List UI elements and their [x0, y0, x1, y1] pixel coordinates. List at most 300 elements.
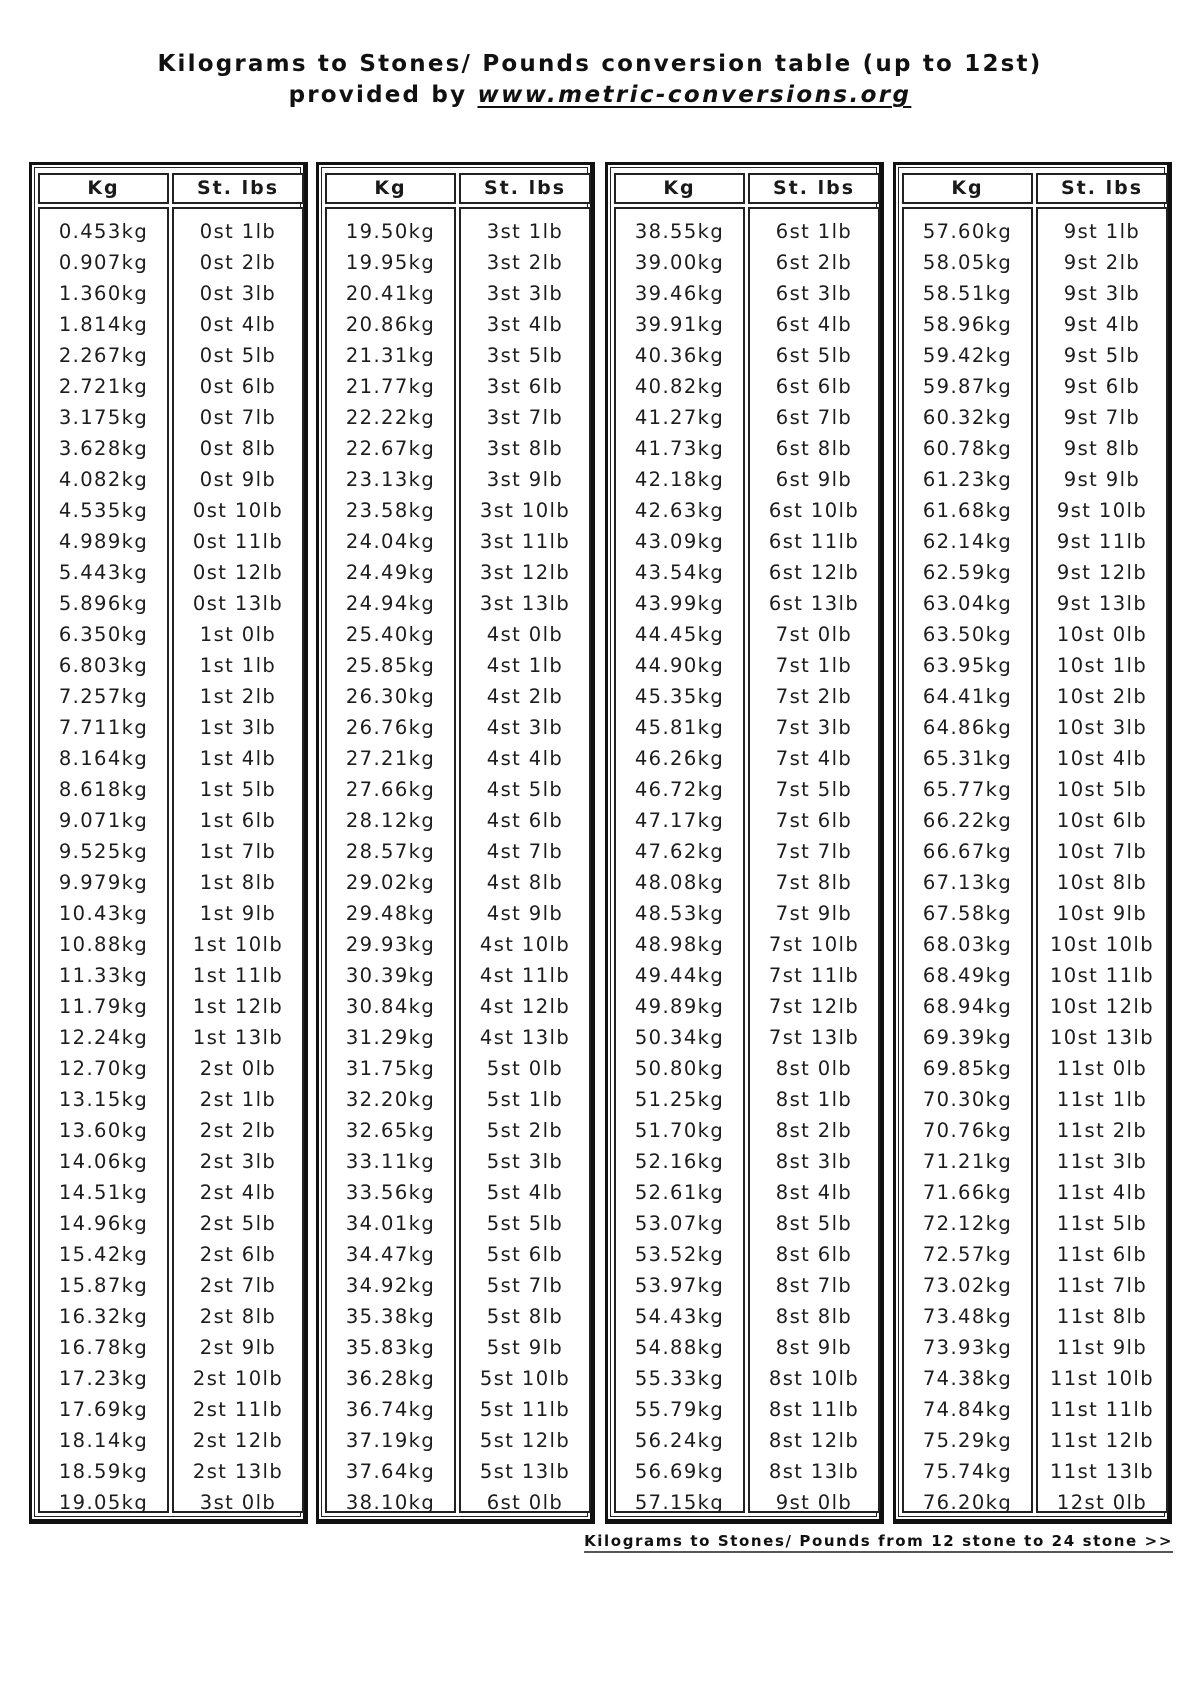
kg-value: 56.24kg: [634, 1429, 725, 1452]
kg-value: 14.51kg: [58, 1181, 149, 1204]
kg-value: 60.78kg: [922, 437, 1013, 460]
kg-value: 52.61kg: [634, 1181, 725, 1204]
st-lbs-value: 7st 9lb: [775, 902, 853, 925]
st-lbs-value: 8st 2lb: [775, 1119, 853, 1142]
st-lbs-value: 2st 12lb: [192, 1429, 284, 1452]
provided-by-label: provided by: [288, 82, 478, 108]
kg-value: 76.20kg: [922, 1491, 1013, 1514]
st-lbs-value: 7st 3lb: [775, 716, 853, 739]
st-lbs-value: 9st 7lb: [1063, 406, 1141, 429]
st-lbs-value: 0st 7lb: [199, 406, 277, 429]
kg-value: 69.85kg: [922, 1057, 1013, 1080]
table-group-frame: [321, 167, 588, 1517]
kg-value: 1.814kg: [58, 313, 149, 336]
st-lbs-value: 7st 7lb: [775, 840, 853, 863]
st-lbs-value: 3st 9lb: [486, 468, 564, 491]
kg-value: 9.071kg: [58, 809, 149, 832]
kg-value: 58.51kg: [922, 282, 1013, 305]
st-lbs-value: 11st 9lb: [1056, 1336, 1148, 1359]
st-lbs-value: 6st 9lb: [775, 468, 853, 491]
st-lbs-value: 0st 13lb: [192, 592, 284, 615]
st-lbs-value: 7st 1lb: [775, 654, 853, 677]
st-lbs-value: 6st 7lb: [775, 406, 853, 429]
kg-value: 5.896kg: [58, 592, 149, 615]
kg-value: 20.41kg: [345, 282, 436, 305]
st-lbs-value: 5st 5lb: [486, 1212, 564, 1235]
kg-value: 29.48kg: [345, 902, 436, 925]
kg-value: 53.07kg: [634, 1212, 725, 1235]
st-lbs-value: 1st 4lb: [199, 747, 277, 770]
st-lbs-value: 9st 0lb: [775, 1491, 853, 1514]
kg-column-header: Kg: [902, 173, 1033, 204]
st-lbs-value: 3st 4lb: [486, 313, 564, 336]
kg-value: 34.92kg: [345, 1274, 436, 1297]
st-lbs-column: [748, 207, 880, 1513]
next-table-link[interactable]: Kilograms to Stones/ Pounds from 12 stone to 24 stone >>: [584, 1532, 1173, 1550]
st-lbs-value: 4st 9lb: [486, 902, 564, 925]
st-lbs-value: 3st 10lb: [479, 499, 571, 522]
st-lbs-value: 11st 5lb: [1056, 1212, 1148, 1235]
st-lbs-value: 11st 6lb: [1056, 1243, 1148, 1266]
kg-value: 14.06kg: [58, 1150, 149, 1173]
kg-value: 21.31kg: [345, 344, 436, 367]
st-lbs-value: 10st 11lb: [1049, 964, 1155, 987]
kg-value: 43.54kg: [634, 561, 725, 584]
st-lbs-value: 8st 6lb: [775, 1243, 853, 1266]
kg-value: 53.97kg: [634, 1274, 725, 1297]
kg-value: 10.88kg: [58, 933, 149, 956]
kg-value: 61.68kg: [922, 499, 1013, 522]
kg-value: 58.96kg: [922, 313, 1013, 336]
kg-value: 47.62kg: [634, 840, 725, 863]
kg-value: 51.70kg: [634, 1119, 725, 1142]
st-lbs-value: 1st 5lb: [199, 778, 277, 801]
st-lbs-value: 10st 9lb: [1056, 902, 1148, 925]
st-lbs-value: 3st 7lb: [486, 406, 564, 429]
kg-value: 26.30kg: [345, 685, 436, 708]
kg-value: 0.453kg: [58, 220, 149, 243]
st-lbs-value: 9st 11lb: [1056, 530, 1148, 553]
table-group-2: [316, 162, 595, 1524]
st-lbs-value: 8st 13lb: [768, 1460, 860, 1483]
st-lbs-value: 5st 0lb: [486, 1057, 564, 1080]
st-lbs-value: 5st 1lb: [486, 1088, 564, 1111]
st-lbs-value: 6st 13lb: [768, 592, 860, 615]
kg-value: 72.57kg: [922, 1243, 1013, 1266]
kg-value: 69.39kg: [922, 1026, 1013, 1049]
st-lbs-value: 0st 11lb: [192, 530, 284, 553]
kg-value: 68.94kg: [922, 995, 1013, 1018]
st-lbs-column: [1036, 207, 1168, 1513]
kg-value: 64.41kg: [922, 685, 1013, 708]
st-lbs-value: 2st 4lb: [199, 1181, 277, 1204]
kg-value: 11.79kg: [58, 995, 149, 1018]
kg-value: 14.96kg: [58, 1212, 149, 1235]
kg-value: 38.10kg: [345, 1491, 436, 1514]
st-lbs-value: 10st 7lb: [1056, 840, 1148, 863]
kg-value: 50.34kg: [634, 1026, 725, 1049]
kg-value: 41.73kg: [634, 437, 725, 460]
st-lbs-value: 9st 13lb: [1056, 592, 1148, 615]
st-lbs-column-header: St. lbs: [1036, 173, 1168, 204]
kg-value: 5.443kg: [58, 561, 149, 584]
kg-value: 28.57kg: [345, 840, 436, 863]
st-lbs-value: 2st 1lb: [199, 1088, 277, 1111]
kg-value: 30.39kg: [345, 964, 436, 987]
kg-value: 75.74kg: [922, 1460, 1013, 1483]
kg-value: 29.02kg: [345, 871, 436, 894]
st-lbs-value: 3st 0lb: [199, 1491, 277, 1514]
kg-value: 7.711kg: [58, 716, 149, 739]
kg-value: 27.66kg: [345, 778, 436, 801]
st-lbs-value: 10st 12lb: [1049, 995, 1155, 1018]
kg-value: 67.58kg: [922, 902, 1013, 925]
st-lbs-value: 9st 6lb: [1063, 375, 1141, 398]
st-lbs-value: 1st 13lb: [192, 1026, 284, 1049]
kg-value: 71.21kg: [922, 1150, 1013, 1173]
st-lbs-value: 0st 2lb: [199, 251, 277, 274]
kg-value: 67.13kg: [922, 871, 1013, 894]
kg-value: 63.95kg: [922, 654, 1013, 677]
kg-value: 70.76kg: [922, 1119, 1013, 1142]
st-lbs-value: 1st 1lb: [199, 654, 277, 677]
kg-value: 62.14kg: [922, 530, 1013, 553]
kg-value: 24.04kg: [345, 530, 436, 553]
st-lbs-value: 10st 0lb: [1056, 623, 1148, 646]
st-lbs-value: 9st 5lb: [1063, 344, 1141, 367]
st-lbs-value: 12st 0lb: [1056, 1491, 1148, 1514]
st-lbs-value: 7st 4lb: [775, 747, 853, 770]
kg-value: 6.803kg: [58, 654, 149, 677]
st-lbs-value: 11st 1lb: [1056, 1088, 1148, 1111]
st-lbs-value: 10st 1lb: [1056, 654, 1148, 677]
st-lbs-value: 6st 11lb: [768, 530, 860, 553]
st-lbs-value: 11st 13lb: [1049, 1460, 1155, 1483]
table-group-3: [605, 162, 884, 1524]
kg-value: 9.979kg: [58, 871, 149, 894]
st-lbs-value: 3st 5lb: [486, 344, 564, 367]
st-lbs-value: 1st 11lb: [192, 964, 284, 987]
kg-value: 50.80kg: [634, 1057, 725, 1080]
kg-value: 68.03kg: [922, 933, 1013, 956]
st-lbs-value: 11st 7lb: [1056, 1274, 1148, 1297]
st-lbs-value: 5st 10lb: [479, 1367, 571, 1390]
st-lbs-value: 11st 2lb: [1056, 1119, 1148, 1142]
kg-value: 22.22kg: [345, 406, 436, 429]
st-lbs-column-header: St. lbs: [459, 173, 591, 204]
kg-value: 2.721kg: [58, 375, 149, 398]
kg-value: 34.47kg: [345, 1243, 436, 1266]
kg-value: 4.535kg: [58, 499, 149, 522]
st-lbs-value: 7st 10lb: [768, 933, 860, 956]
kg-value: 24.49kg: [345, 561, 436, 584]
table-group-frame: [34, 167, 301, 1517]
st-lbs-value: 11st 0lb: [1056, 1057, 1148, 1080]
st-lbs-value: 6st 3lb: [775, 282, 853, 305]
kg-value: 53.52kg: [634, 1243, 725, 1266]
kg-value: 51.25kg: [634, 1088, 725, 1111]
kg-value: 12.24kg: [58, 1026, 149, 1049]
st-lbs-value: 10st 8lb: [1056, 871, 1148, 894]
kg-value: 57.60kg: [922, 220, 1013, 243]
st-lbs-value: 3st 13lb: [479, 592, 571, 615]
st-lbs-value: 6st 5lb: [775, 344, 853, 367]
st-lbs-value: 8st 11lb: [768, 1398, 860, 1421]
st-lbs-value: 3st 11lb: [479, 530, 571, 553]
st-lbs-value: 4st 5lb: [486, 778, 564, 801]
kg-value: 65.31kg: [922, 747, 1013, 770]
kg-value: 16.32kg: [58, 1305, 149, 1328]
kg-value: 42.18kg: [634, 468, 725, 491]
st-lbs-value: 3st 1lb: [486, 220, 564, 243]
kg-value: 47.17kg: [634, 809, 725, 832]
st-lbs-value: 4st 8lb: [486, 871, 564, 894]
st-lbs-value: 8st 7lb: [775, 1274, 853, 1297]
st-lbs-value: 2st 13lb: [192, 1460, 284, 1483]
kg-value: 70.30kg: [922, 1088, 1013, 1111]
kg-value: 66.22kg: [922, 809, 1013, 832]
kg-value: 52.16kg: [634, 1150, 725, 1173]
kg-value: 74.38kg: [922, 1367, 1013, 1390]
kg-value: 32.20kg: [345, 1088, 436, 1111]
kg-value: 25.85kg: [345, 654, 436, 677]
st-lbs-value: 2st 6lb: [199, 1243, 277, 1266]
kg-value: 38.55kg: [634, 220, 725, 243]
kg-value: 6.350kg: [58, 623, 149, 646]
st-lbs-value: 8st 9lb: [775, 1336, 853, 1359]
kg-value: 64.86kg: [922, 716, 1013, 739]
st-lbs-value: 1st 7lb: [199, 840, 277, 863]
st-lbs-value: 7st 0lb: [775, 623, 853, 646]
st-lbs-value: 5st 12lb: [479, 1429, 571, 1452]
kg-value: 59.42kg: [922, 344, 1013, 367]
kg-value: 36.28kg: [345, 1367, 436, 1390]
st-lbs-value: 9st 4lb: [1063, 313, 1141, 336]
kg-value: 42.63kg: [634, 499, 725, 522]
kg-value: 33.11kg: [345, 1150, 436, 1173]
st-lbs-value: 6st 0lb: [486, 1491, 564, 1514]
kg-value: 19.95kg: [345, 251, 436, 274]
st-lbs-value: 5st 8lb: [486, 1305, 564, 1328]
kg-value: 40.82kg: [634, 375, 725, 398]
kg-value: 4.989kg: [58, 530, 149, 553]
table-group-frame: [610, 167, 877, 1517]
st-lbs-value: 0st 12lb: [192, 561, 284, 584]
st-lbs-value: 0st 3lb: [199, 282, 277, 305]
kg-value: 60.32kg: [922, 406, 1013, 429]
st-lbs-value: 0st 10lb: [192, 499, 284, 522]
kg-value: 19.05kg: [58, 1491, 149, 1514]
kg-value: 62.59kg: [922, 561, 1013, 584]
kg-value: 40.36kg: [634, 344, 725, 367]
kg-value: 66.67kg: [922, 840, 1013, 863]
st-lbs-value: 4st 12lb: [479, 995, 571, 1018]
st-lbs-value: 7st 13lb: [768, 1026, 860, 1049]
kg-value: 43.99kg: [634, 592, 725, 615]
st-lbs-value: 5st 11lb: [479, 1398, 571, 1421]
st-lbs-value: 5st 7lb: [486, 1274, 564, 1297]
st-lbs-value: 4st 4lb: [486, 747, 564, 770]
kg-value: 36.74kg: [345, 1398, 436, 1421]
kg-value: 65.77kg: [922, 778, 1013, 801]
kg-value: 54.88kg: [634, 1336, 725, 1359]
st-lbs-value: 9st 8lb: [1063, 437, 1141, 460]
kg-value: 39.46kg: [634, 282, 725, 305]
st-lbs-value: 10st 10lb: [1049, 933, 1155, 956]
st-lbs-value: 10st 13lb: [1049, 1026, 1155, 1049]
st-lbs-value: 11st 4lb: [1056, 1181, 1148, 1204]
kg-value: 32.65kg: [345, 1119, 436, 1142]
st-lbs-value: 8st 0lb: [775, 1057, 853, 1080]
st-lbs-value: 1st 10lb: [192, 933, 284, 956]
kg-column-header: Kg: [614, 173, 745, 204]
st-lbs-value: 7st 12lb: [768, 995, 860, 1018]
st-lbs-value: 11st 11lb: [1049, 1398, 1155, 1421]
st-lbs-value: 5st 2lb: [486, 1119, 564, 1142]
kg-value: 18.14kg: [58, 1429, 149, 1452]
st-lbs-value: 4st 13lb: [479, 1026, 571, 1049]
table-group-frame: [898, 167, 1165, 1517]
st-lbs-value: 6st 10lb: [768, 499, 860, 522]
st-lbs-value: 8st 1lb: [775, 1088, 853, 1111]
kg-value: 0.907kg: [58, 251, 149, 274]
st-lbs-value: 7st 6lb: [775, 809, 853, 832]
st-lbs-value: 8st 5lb: [775, 1212, 853, 1235]
st-lbs-value: 10st 6lb: [1056, 809, 1148, 832]
st-lbs-value: 5st 3lb: [486, 1150, 564, 1173]
kg-value: 10.43kg: [58, 902, 149, 925]
st-lbs-value: 6st 1lb: [775, 220, 853, 243]
kg-value: 17.23kg: [58, 1367, 149, 1390]
kg-value: 31.29kg: [345, 1026, 436, 1049]
kg-value: 15.42kg: [58, 1243, 149, 1266]
kg-value: 46.72kg: [634, 778, 725, 801]
kg-value: 49.89kg: [634, 995, 725, 1018]
kg-value: 31.75kg: [345, 1057, 436, 1080]
st-lbs-value: 10st 5lb: [1056, 778, 1148, 801]
kg-value: 56.69kg: [634, 1460, 725, 1483]
st-lbs-value: 6st 8lb: [775, 437, 853, 460]
st-lbs-value: 8st 12lb: [768, 1429, 860, 1452]
st-lbs-column-header: St. lbs: [748, 173, 880, 204]
st-lbs-value: 4st 2lb: [486, 685, 564, 708]
kg-value: 2.267kg: [58, 344, 149, 367]
st-lbs-value: 5st 6lb: [486, 1243, 564, 1266]
kg-value: 54.43kg: [634, 1305, 725, 1328]
st-lbs-value: 6st 12lb: [768, 561, 860, 584]
kg-value: 73.48kg: [922, 1305, 1013, 1328]
kg-value: 48.98kg: [634, 933, 725, 956]
st-lbs-value: 0st 1lb: [199, 220, 277, 243]
st-lbs-value: 1st 0lb: [199, 623, 277, 646]
st-lbs-value: 5st 4lb: [486, 1181, 564, 1204]
st-lbs-value: 11st 8lb: [1056, 1305, 1148, 1328]
st-lbs-value: 8st 10lb: [768, 1367, 860, 1390]
kg-value: 37.19kg: [345, 1429, 436, 1452]
kg-value: 17.69kg: [58, 1398, 149, 1421]
st-lbs-value: 6st 4lb: [775, 313, 853, 336]
kg-value: 35.38kg: [345, 1305, 436, 1328]
st-lbs-value: 4st 11lb: [479, 964, 571, 987]
st-lbs-value: 2st 2lb: [199, 1119, 277, 1142]
st-lbs-value: 1st 12lb: [192, 995, 284, 1018]
kg-value: 48.53kg: [634, 902, 725, 925]
st-lbs-value: 9st 12lb: [1056, 561, 1148, 584]
kg-value: 39.91kg: [634, 313, 725, 336]
kg-value: 63.50kg: [922, 623, 1013, 646]
kg-value: 46.26kg: [634, 747, 725, 770]
st-lbs-value: 9st 3lb: [1063, 282, 1141, 305]
st-lbs-value: 2st 11lb: [192, 1398, 284, 1421]
kg-value: 72.12kg: [922, 1212, 1013, 1235]
table-group-4: [893, 162, 1172, 1524]
kg-value: 27.21kg: [345, 747, 436, 770]
kg-column: [38, 207, 169, 1513]
kg-value: 55.79kg: [634, 1398, 725, 1421]
st-lbs-value: 4st 6lb: [486, 809, 564, 832]
st-lbs-value: 10st 4lb: [1056, 747, 1148, 770]
kg-value: 24.94kg: [345, 592, 436, 615]
page-subtitle: [0, 82, 1200, 108]
kg-column: [614, 207, 745, 1513]
kg-value: 45.35kg: [634, 685, 725, 708]
kg-value: 57.15kg: [634, 1491, 725, 1514]
kg-value: 20.86kg: [345, 313, 436, 336]
st-lbs-value: 4st 1lb: [486, 654, 564, 677]
st-lbs-column: [459, 207, 591, 1513]
st-lbs-value: 7st 8lb: [775, 871, 853, 894]
kg-column-header: Kg: [38, 173, 169, 204]
kg-value: 61.23kg: [922, 468, 1013, 491]
kg-value: 13.15kg: [58, 1088, 149, 1111]
kg-value: 11.33kg: [58, 964, 149, 987]
st-lbs-value: 2st 8lb: [199, 1305, 277, 1328]
st-lbs-value: 0st 4lb: [199, 313, 277, 336]
kg-value: 49.44kg: [634, 964, 725, 987]
kg-value: 41.27kg: [634, 406, 725, 429]
st-lbs-value: 9st 2lb: [1063, 251, 1141, 274]
kg-value: 30.84kg: [345, 995, 436, 1018]
st-lbs-value: 8st 4lb: [775, 1181, 853, 1204]
kg-value: 58.05kg: [922, 251, 1013, 274]
st-lbs-value: 0st 9lb: [199, 468, 277, 491]
kg-value: 35.83kg: [345, 1336, 436, 1359]
st-lbs-value: 3st 8lb: [486, 437, 564, 460]
kg-value: 18.59kg: [58, 1460, 149, 1483]
st-lbs-value: 7st 5lb: [775, 778, 853, 801]
site-link[interactable]: www.metric-conversions.org: [477, 82, 912, 108]
kg-value: 12.70kg: [58, 1057, 149, 1080]
kg-value: 33.56kg: [345, 1181, 436, 1204]
st-lbs-value: 1st 2lb: [199, 685, 277, 708]
kg-value: 3.175kg: [58, 406, 149, 429]
kg-value: 37.64kg: [345, 1460, 436, 1483]
st-lbs-value: 3st 12lb: [479, 561, 571, 584]
st-lbs-value: 7st 11lb: [768, 964, 860, 987]
st-lbs-value: 10st 2lb: [1056, 685, 1148, 708]
st-lbs-value: 9st 1lb: [1063, 220, 1141, 243]
page-title: Kilograms to Stones/ Pounds conversion table (up to 12st): [157, 51, 1043, 77]
st-lbs-value: 9st 10lb: [1056, 499, 1148, 522]
kg-value: 8.618kg: [58, 778, 149, 801]
st-lbs-value: 1st 6lb: [199, 809, 277, 832]
st-lbs-value: 8st 8lb: [775, 1305, 853, 1328]
kg-column-header: Kg: [325, 173, 456, 204]
kg-value: 59.87kg: [922, 375, 1013, 398]
st-lbs-value: 11st 3lb: [1056, 1150, 1148, 1173]
kg-value: 22.67kg: [345, 437, 436, 460]
st-lbs-value: 5st 9lb: [486, 1336, 564, 1359]
